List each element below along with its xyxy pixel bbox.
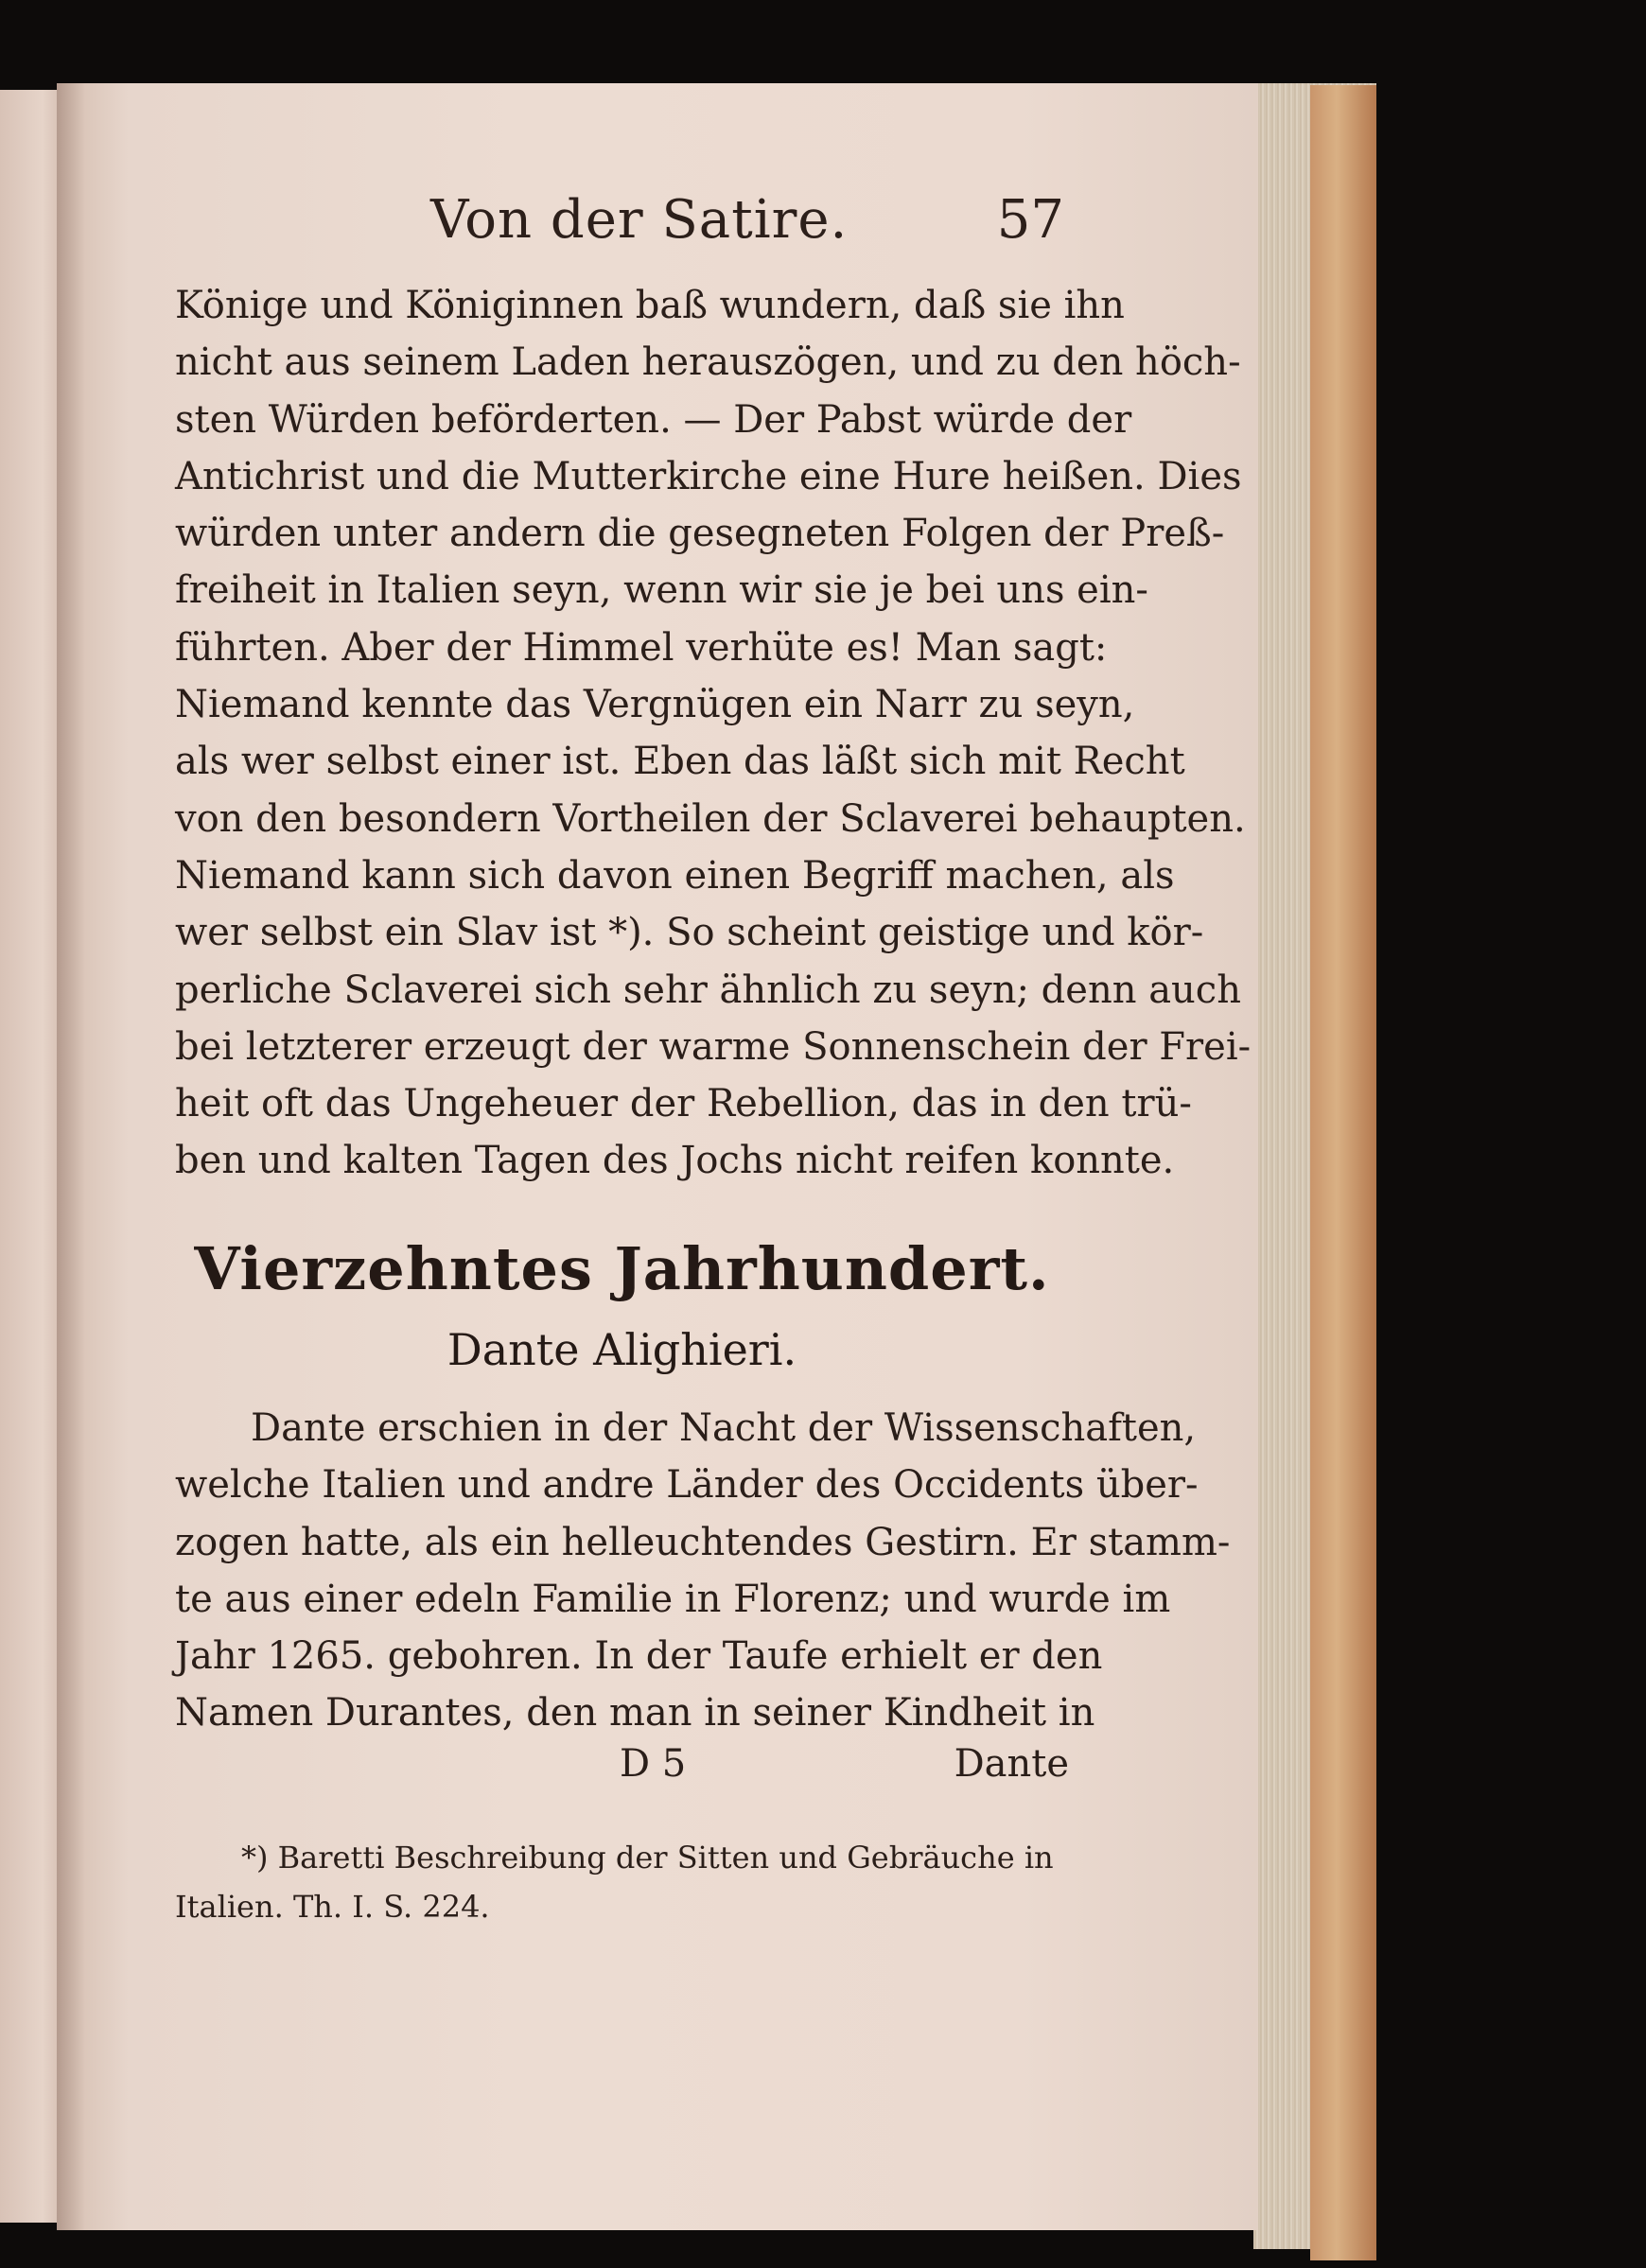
text-line: perliche Sclaverei sich sehr ähnlich zu seyn; denn auch <box>175 968 1241 1012</box>
text-line: Namen Durantes, den man in seiner Kindheit in <box>175 1691 1095 1736</box>
text-line: nicht aus seinem Laden herauszögen, und zu den höch- <box>175 340 1241 385</box>
text-line: würden unter andern die gesegneten Folgen der Preß- <box>175 512 1225 556</box>
paragraph-dante <box>175 1400 1231 1742</box>
text-line: Jahr 1265. gebohren. In der Taufe erhielt er den <box>175 1634 1103 1679</box>
book-cover-edge <box>1310 85 1376 2260</box>
paragraph-satire <box>175 277 1252 1190</box>
page-footer <box>175 1742 1069 1799</box>
text-line: sten Würden beförderten. — Der Pabst würde der <box>175 397 1132 442</box>
running-head <box>175 189 1064 255</box>
page-number: 57 <box>996 189 1064 251</box>
text-line: Niemand kann sich davon einen Begriff machen, als <box>175 853 1175 898</box>
signature-mark: D 5 <box>620 1742 687 1786</box>
footnote <box>175 1833 1069 1931</box>
text-line: als wer selbst einer ist. Eben das läßt sich mit Recht <box>175 740 1185 784</box>
text-line: freiheit in Italien seyn, wenn wir sie je bei uns ein- <box>175 568 1148 613</box>
text-line: führten. Aber der Himmel verhüte es! Man sagt: <box>175 625 1108 670</box>
text-line: von den besondern Vortheilen der Sclaverei behaupten. <box>175 796 1246 841</box>
text-line: te aus einer edeln Familie in Florenz; und wurde im <box>175 1577 1171 1621</box>
text-line: Könige und Königinnen baß wundern, daß sie ihn <box>175 284 1125 327</box>
running-head-title: Von der Satire. <box>430 189 849 251</box>
catchword: Dante <box>954 1742 1069 1786</box>
footnote-line: Italien. Th. I. S. 224. <box>175 1889 490 1925</box>
text-line: wer selbst ein Slav ist *). So scheint geistige und kör- <box>175 911 1204 955</box>
text-line: Antichrist und die Mutterkirche eine Hure heißen. Dies <box>175 454 1242 498</box>
text-line: welche Italien und andre Länder des Occidents über- <box>175 1463 1199 1508</box>
text-line: Dante erschien in der Nacht der Wissenschaften, <box>251 1406 1197 1450</box>
footnote-line: *) Baretti Beschreibung der Sitten und Gebräuche in <box>241 1840 1054 1875</box>
text-line: bei letzterer erzeugt der warme Sonnenschein der Frei- <box>175 1024 1252 1069</box>
text-line: Niemand kennte das Vergnügen ein Narr zu seyn, <box>175 683 1135 727</box>
gutter-shadow <box>57 83 85 2230</box>
text-line: zogen hatte, als ein helleuchtendes Gestirn. Er stamm- <box>175 1520 1231 1564</box>
text-line: heit oft das Ungeheuer der Rebellion, das in den trü- <box>175 1082 1192 1126</box>
section-subheading: Dante Alighieri. <box>447 1324 797 1375</box>
text-line: ben und kalten Tagen des Jochs nicht reifen konnte. <box>175 1139 1175 1183</box>
section-heading: Vierzehntes Jahrhundert. <box>194 1234 1050 1303</box>
